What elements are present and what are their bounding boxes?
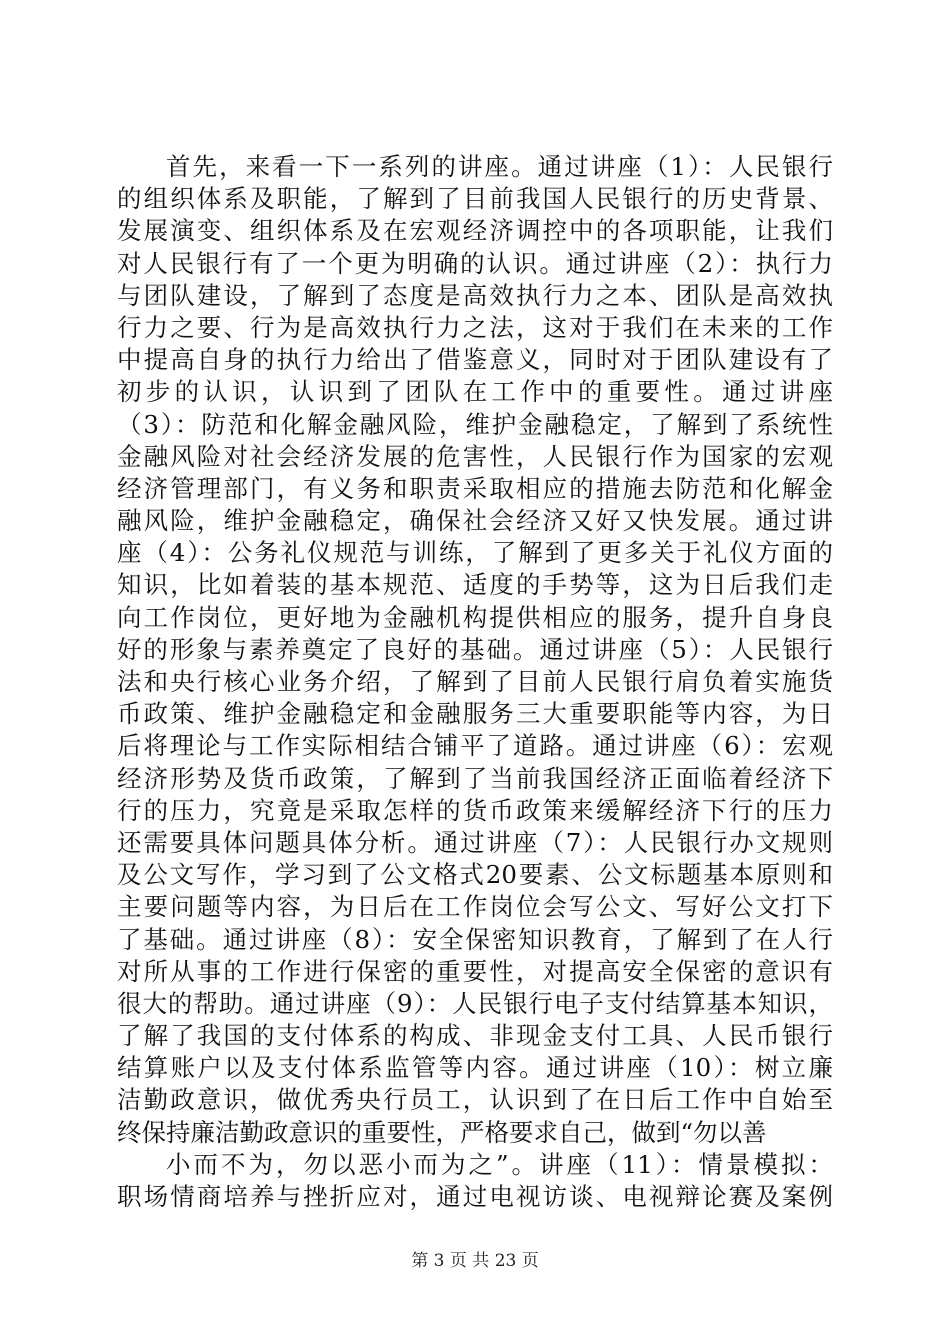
text-line: 了解了我国的支付体系的构成、非现金支付工具、人民币银行 — [117, 1021, 833, 1051]
text-line: 对人民银行有了一个更为明确的认识。通过讲座（2）：执行力 — [117, 248, 833, 278]
body-text — [117, 151, 833, 1213]
text-line: 行的压力，究竟是采取怎样的货币政策来缓解经济下行的压力 — [117, 795, 833, 825]
text-line: 主要问题等内容，为日后在工作岗位会写公文、写好公文打下 — [117, 892, 833, 922]
text-line: 与团队建设，了解到了态度是高效执行力之本、团队是高效执 — [117, 280, 833, 310]
text-line: 很大的帮助。通过讲座（9）：人民银行电子支付结算基本知识， — [117, 988, 833, 1018]
text-line: 好的形象与素养奠定了良好的基础。通过讲座（5）：人民银行 — [117, 634, 833, 664]
text-line: 行力之要、行为是高效执行力之法，这对于我们在未来的工作 — [117, 312, 833, 342]
text-line: 及公文写作，学习到了公文格式20要素、公文标题基本原则和 — [117, 860, 833, 890]
text-line: 终保持廉洁勤政意识的重要性，严格要求自己，做到“勿以善 — [117, 1117, 767, 1147]
text-line: 洁勤政意识，做优秀央行员工，认识到了在日后工作中自始至 — [117, 1085, 833, 1115]
text-line: 币政策、维护金融稳定和金融服务三大重要职能等内容，为日 — [117, 699, 833, 729]
text-line: 首先，来看一下一系列的讲座。通过讲座（1）：人民银行 — [166, 152, 833, 181]
text-line: 后将理论与工作实际相结合铺平了道路。通过讲座（6）：宏观 — [117, 731, 833, 761]
text-line: （3）：防范和化解金融风险，维护金融稳定，了解到了系统性 — [117, 409, 833, 439]
text-line: 知识，比如着装的基本规范、适度的手势等，这为日后我们走 — [117, 570, 833, 600]
page-footer: 第 3 页 共 23 页 — [411, 1251, 539, 1271]
text-line: 对所从事的工作进行保密的重要性，对提高安全保密的意识有 — [117, 956, 833, 986]
text-line: 初步的认识，认识到了团队在工作中的重要性。通过讲座 — [117, 377, 833, 407]
text-line: 经济管理部门，有义务和职责采取相应的措施去防范和化解金 — [117, 473, 833, 503]
text-line: 职场情商培养与挫折应对，通过电视访谈、电视辩论赛及案例 — [117, 1182, 833, 1211]
text-line: 中提高自身的执行力给出了借鉴意义，同时对于团队建设有了 — [117, 345, 833, 375]
text-line: 法和央行核心业务介绍，了解到了目前人民银行肩负着实施货 — [117, 667, 833, 696]
text-line: 发展演变、组织体系及在宏观经济调控中的各项职能，让我们 — [117, 216, 833, 246]
text-line: 融风险，维护金融稳定，确保社会经济又好又快发展。通过讲 — [117, 506, 833, 536]
text-line: 的组织体系及职能，了解到了目前我国人民银行的历史背景、 — [117, 184, 833, 214]
text-line: 座（4）：公务礼仪规范与训练，了解到了更多关于礼仪方面的 — [117, 538, 833, 568]
text-line: 小而不为，勿以恶小而为之”。讲座（11）：情景模拟： — [166, 1149, 833, 1179]
text-line: 金融风险对社会经济发展的危害性，人民银行作为国家的宏观 — [117, 441, 833, 471]
text-line: 经济形势及货币政策，了解到了当前我国经济正面临着经济下 — [117, 763, 833, 793]
text-line: 了基础。通过讲座（8）：安全保密知识教育，了解到了在人行 — [117, 924, 833, 954]
text-line: 结算账户以及支付体系监管等内容。通过讲座（10）：树立廉 — [117, 1053, 833, 1083]
text-line: 向工作岗位，更好地为金融机构提供相应的服务，提升自身良 — [117, 602, 833, 632]
text-line: 还需要具体问题具体分析。通过讲座（7）：人民银行办文规则 — [117, 827, 833, 857]
